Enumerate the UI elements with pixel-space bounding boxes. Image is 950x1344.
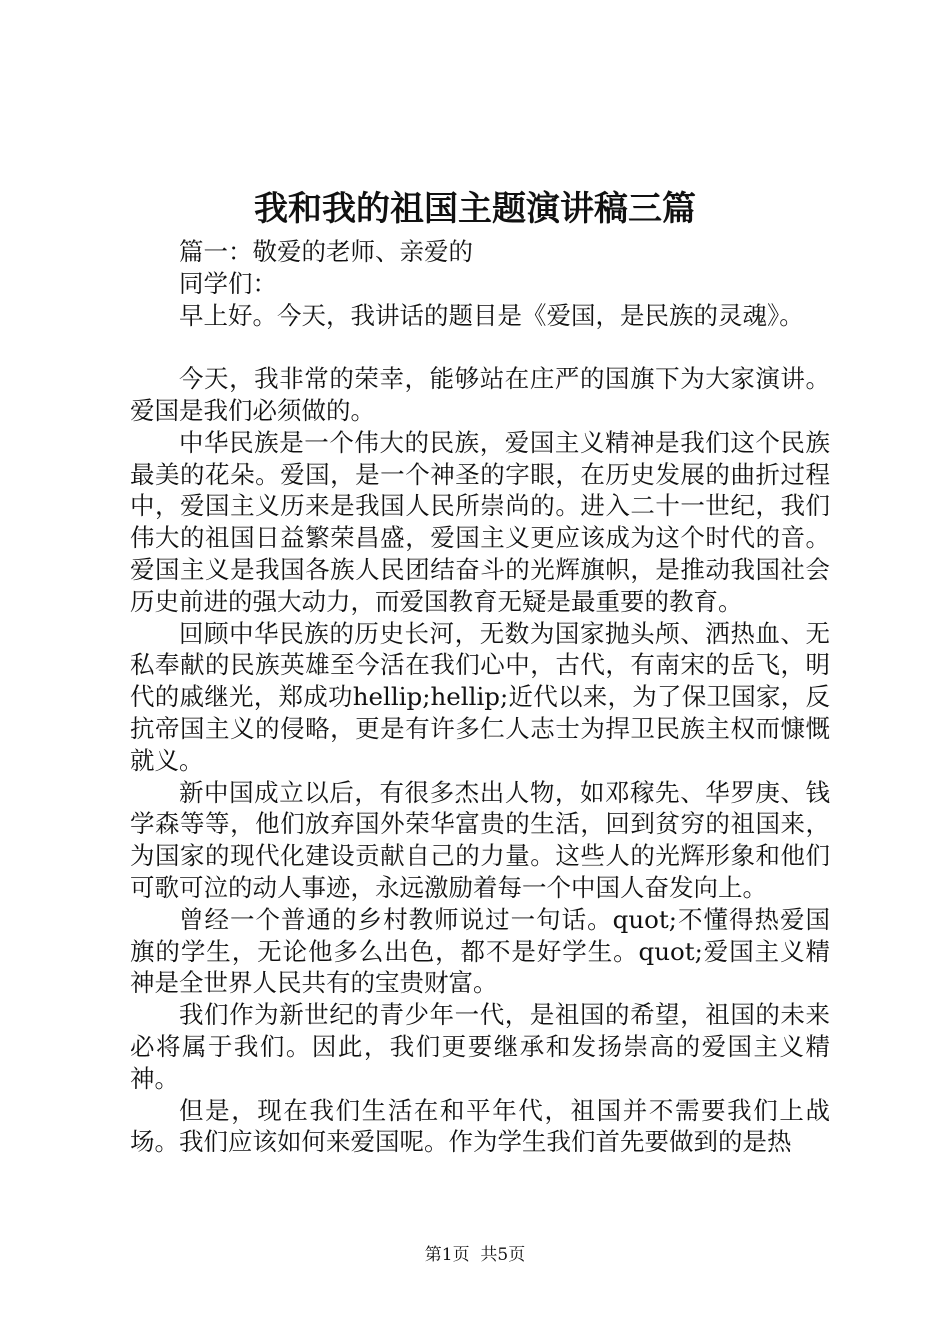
paragraph-7: 新中国成立以后，有很多杰出人物，如邓稼先、华罗庚、钱学森等等，他们放弃国外荣华富贵的生活，回到贫穷的祖国来，为国家的现代化建设贡献自己的力量。这些人的光辉形象和他们可歌可泣的动人事迹，永远激励着每一个中国人奋发向上。 [130,777,830,902]
document-body [130,236,830,1158]
paragraph-5: 中华民族是一个伟大的民族，爱国主义精神是我们这个民族最美的花朵。爱国，是一个神圣的字眼，在历史发展的曲折过程中，爱国主义历来是我国人民所崇尚的。进入二十一世纪，我们伟大的祖国日益繁荣昌盛，爱国主义更应该成为这个时代的音。爱国主义是我国各族人民团结奋斗的光辉旗帜，是推动我国社会历史前进的强大动力，而爱国教育无疑是最重要的教育。 [130,427,830,616]
page-footer: 第1页 共5页 [424,1245,526,1265]
document-title: 我和我的祖国主题演讲稿三篇 [254,189,696,229]
paragraph-10: 但是，现在我们生活在和平年代，祖国并不需要我们上战场。我们应该如何来爱国呢。作为学生我们首先要做到的是热 [130,1095,830,1157]
paragraph-6: 回顾中华民族的历史长河，无数为国家抛头颅、洒热血、无私奉献的民族英雄至今活在我们心中，古代，有南宋的岳飞，明代的戚继光，郑成功hellip;hellip;近代以来，为了保卫国家，反抗帝国主义的侵略，更是有许多仁人志士为捍卫民族主权而慷慨就义。 [130,618,830,775]
paragraph-8: 曾经一个普通的乡村教师说过一句话。quot;不懂得热爱国旗的学生，无论他多么出色，都不是好学生。quot;爱国主义精神是全世界人民共有的宝贵财富。 [130,904,830,998]
paragraph-4: 今天，我非常的荣幸，能够站在庄严的国旗下为大家演讲。爱国是我们必须做的。 [130,364,830,425]
paragraph-3: 早上好。今天，我讲话的题目是《爱国，是民族的灵魂》。 [179,300,804,330]
blank-line [130,331,830,363]
paragraph-2: 同学们： [179,268,277,298]
paragraph-1: 篇一：敬爱的老师、亲爱的 [179,237,473,266]
paragraph-9: 我们作为新世纪的青少年一代，是祖国的希望，祖国的未来必将属于我们。因此，我们更要继承和发扬崇高的爱国主义精神。 [130,1000,830,1093]
